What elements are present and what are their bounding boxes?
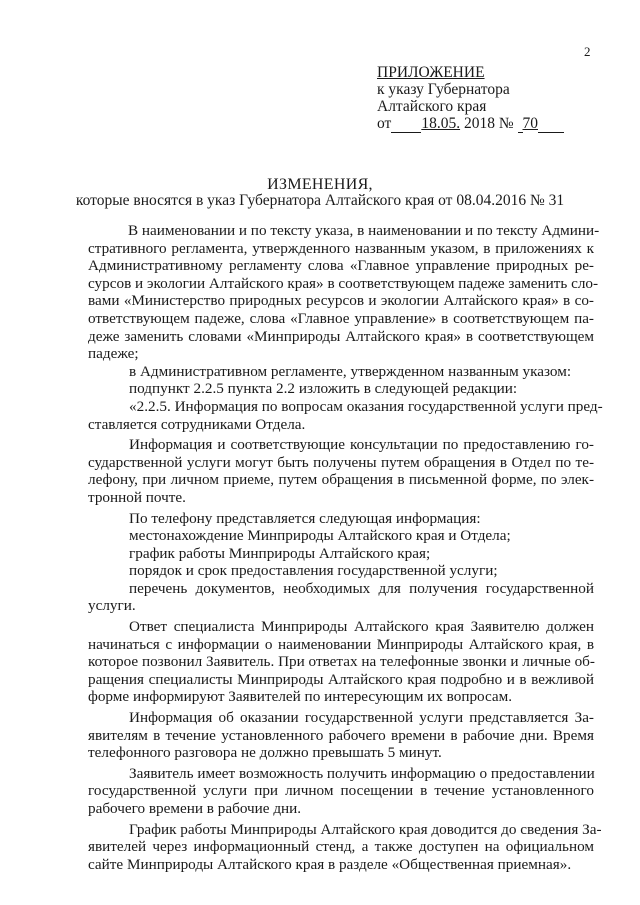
body-line: перечень документов, необходимых для получения государственной <box>129 579 594 597</box>
body-line: явителям в течение установленного рабочего времени в рабочие дни. Время <box>88 726 594 744</box>
body-line: ращения специалисты Минприроды Алтайского края подробно и в вежливой <box>88 670 594 688</box>
appendix-date-line <box>377 115 564 133</box>
body-line: которое позвонил Заявитель. При ответах на телефонные звонки и личные об- <box>88 653 595 671</box>
body-line: стративного регламента, утвержденного названным указом, в приложениях к <box>88 239 594 257</box>
body-line: падеже; <box>88 345 139 363</box>
body-line: явителей через информационный стенд, а также доступен на официальном <box>88 838 594 856</box>
body-line: местонахождение Минприроды Алтайского края и Отдела; <box>129 527 511 545</box>
body-line: сударственной услуги могут быть получены путем обращения в Отдел по те- <box>88 453 594 471</box>
body-line: Ответ специалиста Минприроды Алтайского края Заявителю должен <box>129 618 594 636</box>
body-line: лефону, при личном приеме, путем обращения в письменной форме, по элек- <box>88 471 594 489</box>
body-line: тронной почте. <box>88 488 186 506</box>
body-line: сайте Минприроды Алтайского края в разделе «Общественная приемная». <box>88 855 572 873</box>
appendix-line-1: к указу Губернатора <box>377 81 510 98</box>
body-line: ответствующем падеже, слова «Главное управление» в соответствующем па- <box>88 309 594 327</box>
body-line: Информация и соответствующие консультации по предоставлению го- <box>129 436 594 454</box>
body-line: График работы Минприроды Алтайского края доводится до сведения За- <box>129 820 602 838</box>
body-line: порядок и срок предоставления государственной услуги; <box>129 562 498 580</box>
decree-number: 70 <box>522 115 538 132</box>
body-line: рабочего времени в рабочие дни. <box>88 800 302 817</box>
body-line: В наименовании и по тексту указа, в наименовании и по тексту Админи- <box>128 222 600 239</box>
body-line: сурсов и экологии Алтайского края» в соответствующем падеже заменить сло- <box>88 274 599 292</box>
body-line: график работы Минприроды Алтайского края; <box>129 544 431 562</box>
date-year: 2018 № <box>463 115 514 132</box>
body-line: подпункт 2.2.5 пункта 2.2 изложить в следующей редакции: <box>129 380 518 398</box>
changes-subtitle: которые вносятся в указ Губернатора Алтайского края от 08.04.2016 № 31 <box>75 192 565 209</box>
body-line: телефонного разговора не должно превышать 5 минут. <box>88 744 442 762</box>
document-body <box>88 222 603 873</box>
appendix-title: ПРИЛОЖЕНИЕ <box>377 64 485 81</box>
body-line: государственной услуги при личном посещении в течение установленного <box>88 782 594 800</box>
body-line: Информация об оказании государственной услуги представляется За- <box>129 709 594 727</box>
body-line: «2.2.5. Информация по вопросам оказания государственной услуги пред- <box>129 397 603 415</box>
body-line: вами «Министерство природных ресурсов и экологии Алтайского края» в со- <box>88 292 594 310</box>
body-line: деже заменить словами «Минприроды Алтайского края» в соответствующем <box>88 327 594 345</box>
body-line: Административному регламенту слова «Главное управление природных ре- <box>88 257 594 275</box>
appendix-block <box>377 64 564 133</box>
appendix-line-2: Алтайского края <box>377 98 487 115</box>
date-prefix: от <box>377 115 392 132</box>
body-line: начинаться с информации о наименовании Минприроды Алтайского края, в <box>88 635 594 653</box>
body-line: Заявитель имеет возможность получить информацию о предоставлении <box>129 764 595 782</box>
body-line: форме информируют Заявителей по интересующим их вопросам. <box>88 688 513 706</box>
changes-title: ИЗМЕНЕНИЯ, <box>267 176 373 193</box>
date-value: 18.05. <box>421 115 461 132</box>
page-number: 2 <box>584 44 591 59</box>
body-line: услуги. <box>88 597 136 615</box>
body-line: в Административном регламенте, утвержденном названным указом: <box>129 362 572 380</box>
body-line: По телефону представляется следующая информация: <box>129 509 481 527</box>
body-line: ставляется сотрудниками Отдела. <box>88 415 306 433</box>
